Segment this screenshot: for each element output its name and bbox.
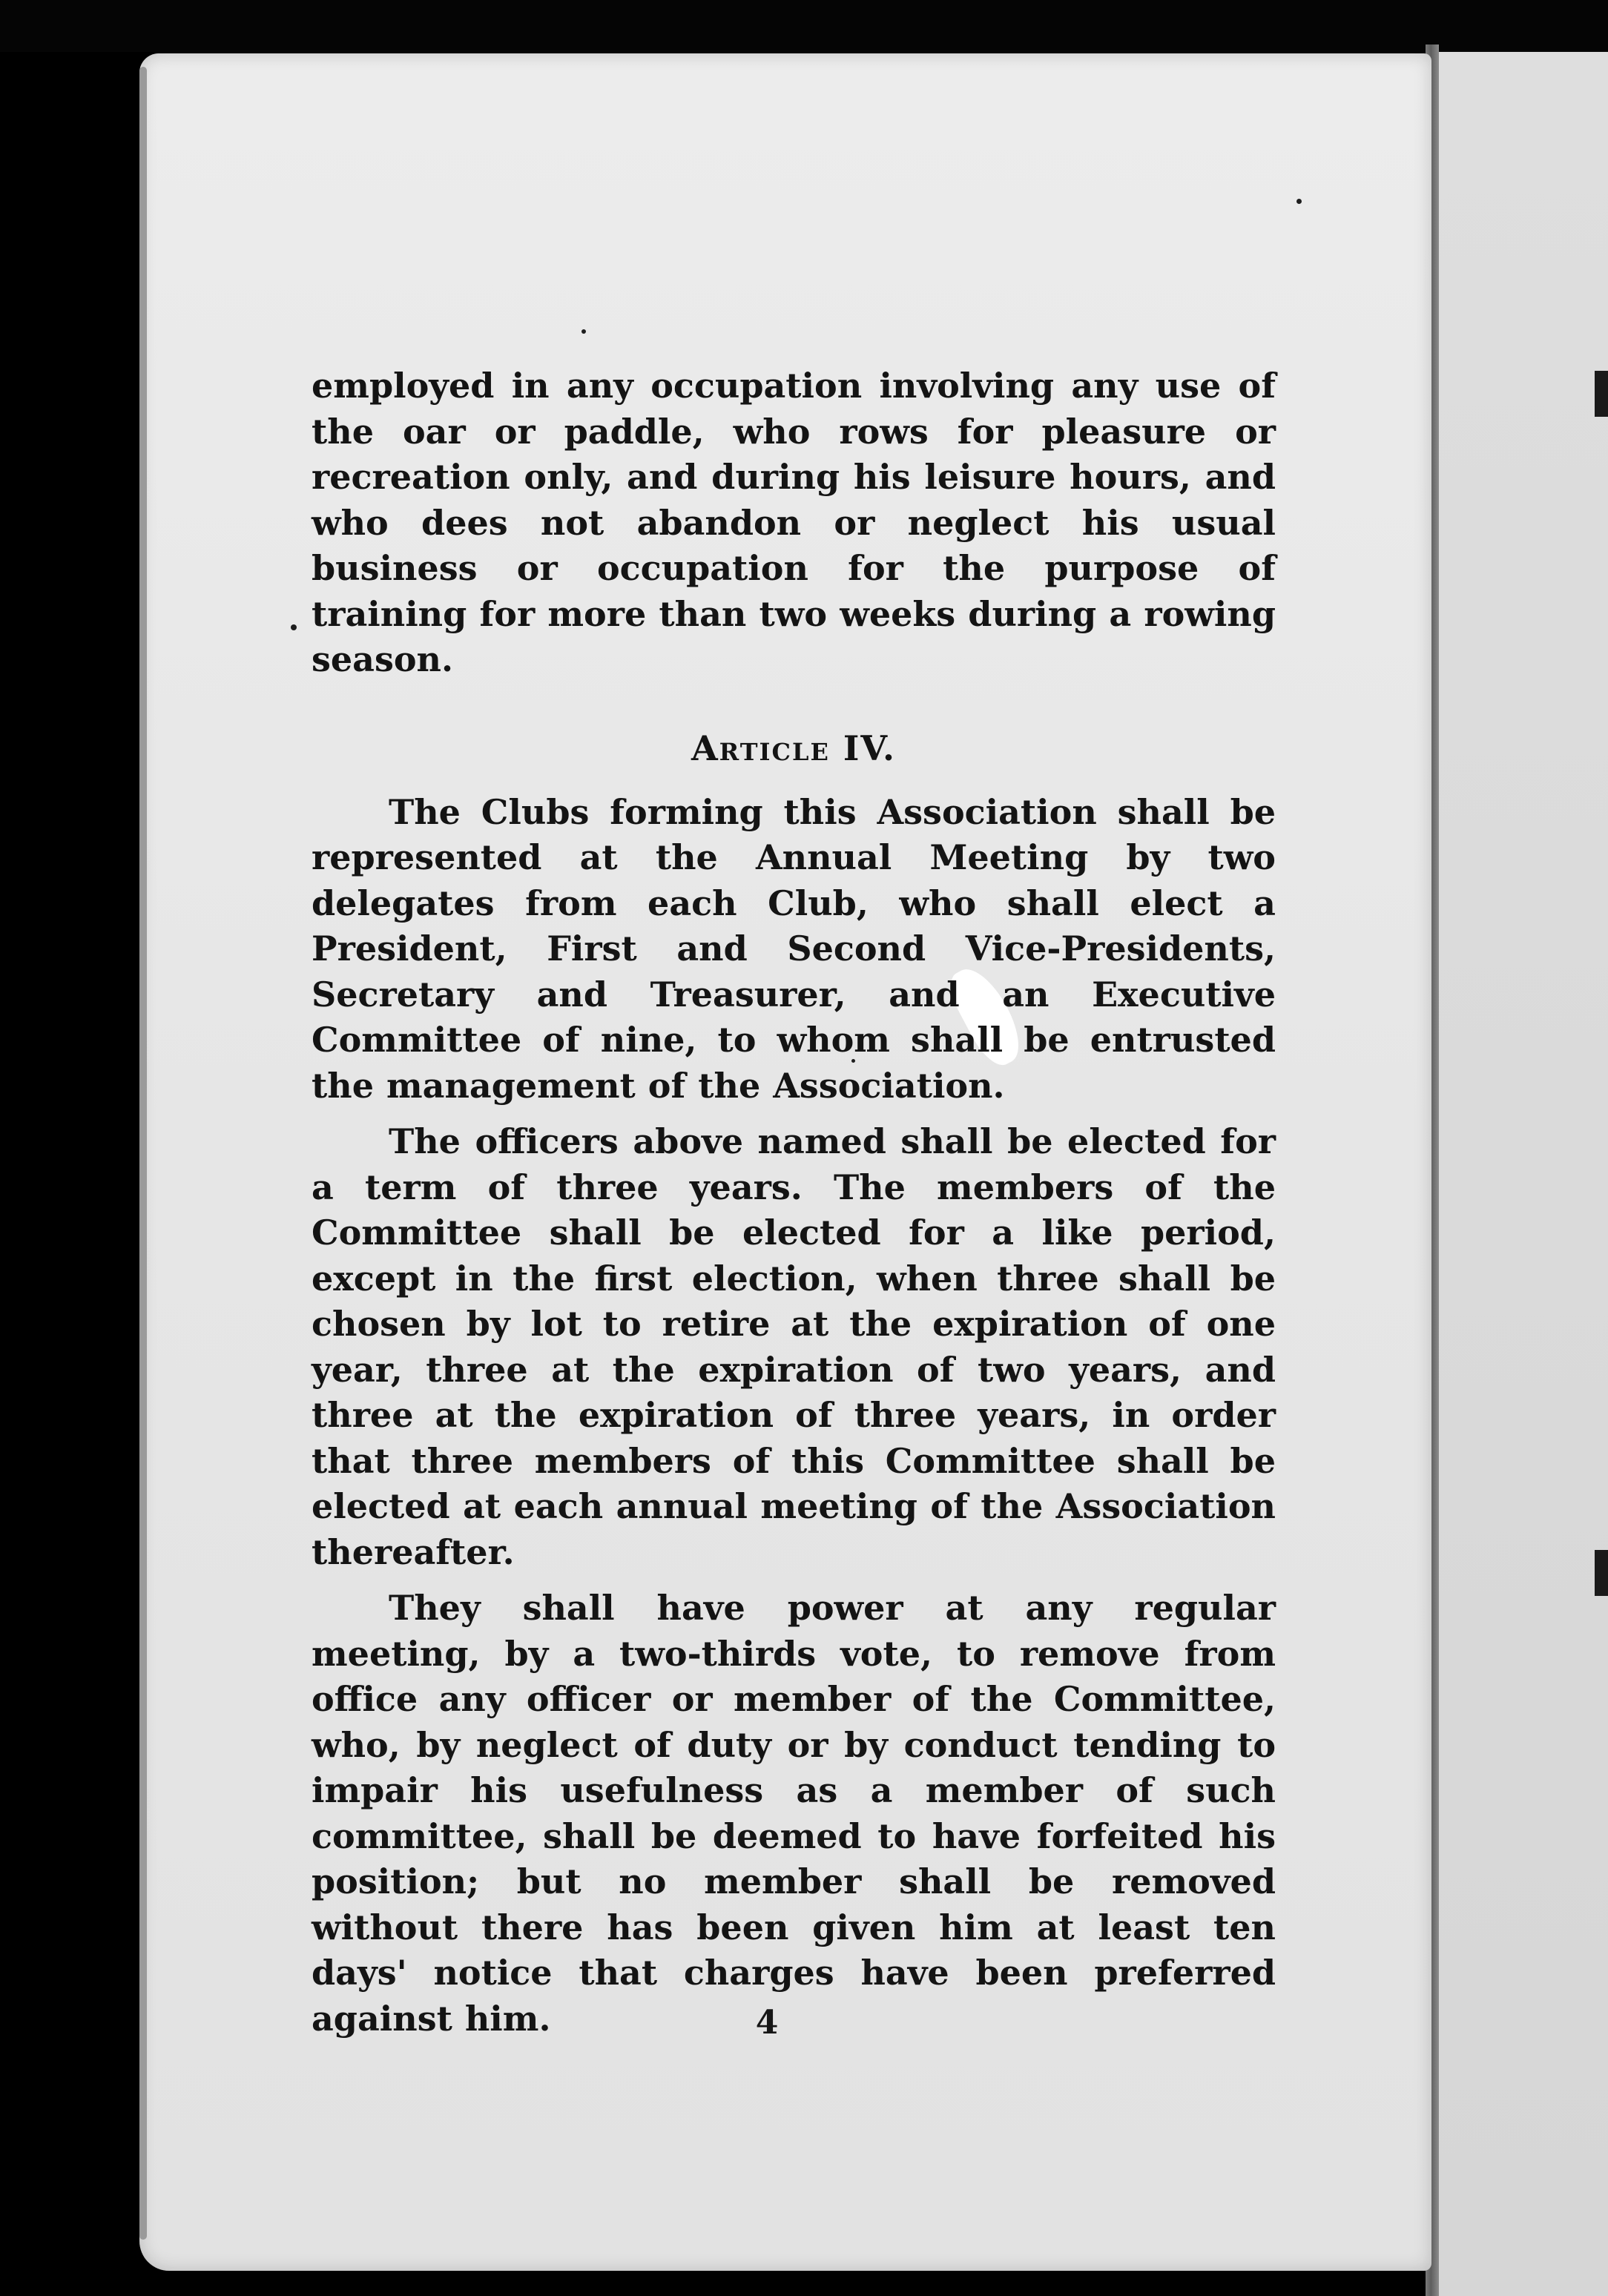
ink-speck	[581, 329, 586, 334]
article-paragraph: The officers above named shall be elected for a term of three years. The members of the Committee shall be elected for a like period, except in the first election, when three shall be chosen by lot to retire at the expiration of one year, three at the expiration of two years, and three at the expiration of three years, in order that three members of this Committee shall be elected at each annual meeting of the Association thereafter.	[312, 1121, 1276, 1572]
facing-page-mark	[1595, 371, 1608, 417]
scan-border-top	[0, 0, 1608, 52]
paragraph-continuation: employed in any occupation involving any use of the oar or paddle, who rows for pleasure or recreation only, and during his leisure hours, and who dees not abandon or neglect his usual business or occupation for the purpose of training for more than two weeks during a rowing season.	[312, 366, 1276, 679]
article-paragraph: They shall have power at any regular meeting, by a two-thirds vote, to remove from office any officer or member of the Committee, who, by neglect of duty or by conduct tending to impair his usefulness as a member of such committee, shall be deemed to have forfeited his position; but no member shall be removed without there has been given him at least ten days' notice that charges have been preferred against him.	[312, 1588, 1276, 2039]
page-number: 4	[755, 2004, 779, 2042]
page-text	[312, 363, 1276, 2042]
page-left-edge	[139, 67, 147, 2240]
article-paragraph: The Clubs forming this Association shall be represented at the Annual Meeting by two delegates from each Club, who shall elect a President, First and Second Vice-Presidents, Secretary and Treasurer, and an Executive Committee of nine, to whom shall be entrusted the management of the Association.	[312, 791, 1276, 1106]
facing-page-edge	[1439, 52, 1608, 2296]
article-heading: Article IV.	[691, 728, 897, 768]
ink-speck	[1296, 199, 1302, 204]
ink-speck	[291, 624, 297, 630]
facing-page-mark	[1595, 1550, 1608, 1596]
